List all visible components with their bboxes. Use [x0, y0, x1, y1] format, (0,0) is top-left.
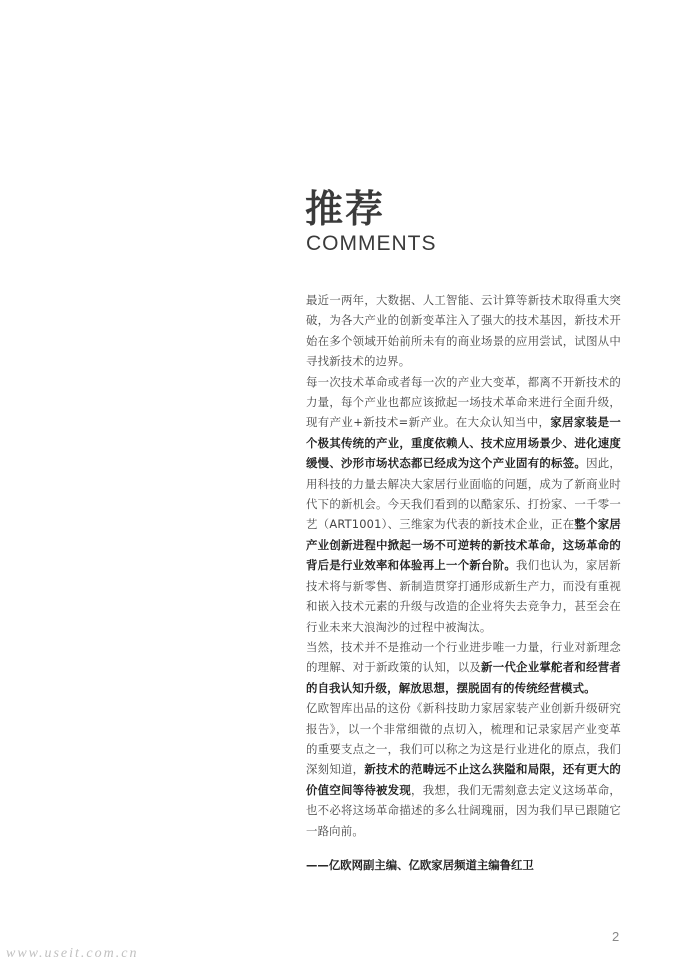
comment-body	[306, 290, 621, 841]
text-run: 最近一两年，大数据、人工智能、云计算等新技术取得重大突破，为各大产业的创新变革注入了强大的技术基因，新技术开始在多个领域开始前所未有的商业场景的应用尝试，试图从中寻找新技术的边界。	[306, 293, 621, 369]
paragraph	[306, 637, 621, 698]
text-run: 我们也认为，家居新技术将与新零售、新制造贯穿打通形成新生产力，而没有重视和嵌入技术元素的升级与改造的企业将失去竞争力，甚至会在行业未来大浪淘沙的过程中被淘汰。	[306, 558, 621, 634]
paragraph	[306, 698, 621, 841]
paragraph	[306, 372, 621, 637]
paragraph	[306, 290, 621, 372]
watermark: www.useit.com.cn	[6, 946, 139, 961]
text-run: 因此，用科技的力量去解决大家居行业面临的问题，成为了新商业时代下的新机会。今天我们看到的以酷家乐、打扮家、一千零一艺（ART1001）、三维家为代表的新技术企业，正在	[306, 456, 621, 532]
bold-text-run: 家居家装是一个极其传统的产业，重度依赖人、技术应用场景少、进化速度缓慢、沙形市场状态都已经成为这个产业固有的标签。	[306, 415, 621, 471]
signature: ——亿欧网副主编、亿欧家居频道主编鲁红卫	[306, 858, 534, 872]
page-number: 2	[612, 929, 620, 944]
bold-text-run: 新技术的范畴远不止这么狭隘和局限，还有更大的价值空间等待被发现	[306, 762, 621, 797]
text-run: ，我想，我们无需刻意去定义这场革命，也不必将这场革命描述的多么壮阔瑰丽，因为我们早已跟随它一路向前。	[306, 782, 621, 838]
text-run: 每一次技术革命或者每一次的产业大变革，都离不开新技术的力量，每个产业也都应该掀起一场技术革命来进行全面升级，现有产业+新技术=新产业。在大众认知当中，	[306, 374, 621, 430]
bold-text-run: 整个家居产业创新进程中掀起一场不可逆转的新技术革命，这场革命的背后是行业效率和体验再上一个新台阶。	[306, 517, 621, 573]
page-title: 推荐	[305, 187, 386, 231]
page-subtitle: COMMENTS	[306, 232, 437, 255]
text-run: 亿欧智库出品的这份《新科技助力家居家装产业创新升级研究报告》，以一个非常细微的点切入，梳理和记录家居产业变革的重要支点之一，我们可以称之为这是行业进化的原点，我们深刻知道，	[306, 701, 621, 777]
bold-text-run: 新一代企业掌舵者和经营者的自我认知升级，解放思想，摆脱固有的传统经营模式。	[306, 660, 621, 695]
text-run: 当然，技术并不是推动一个行业进步唯一力量，行业对新理念的理解、对于新政策的认知，以及	[306, 639, 621, 675]
